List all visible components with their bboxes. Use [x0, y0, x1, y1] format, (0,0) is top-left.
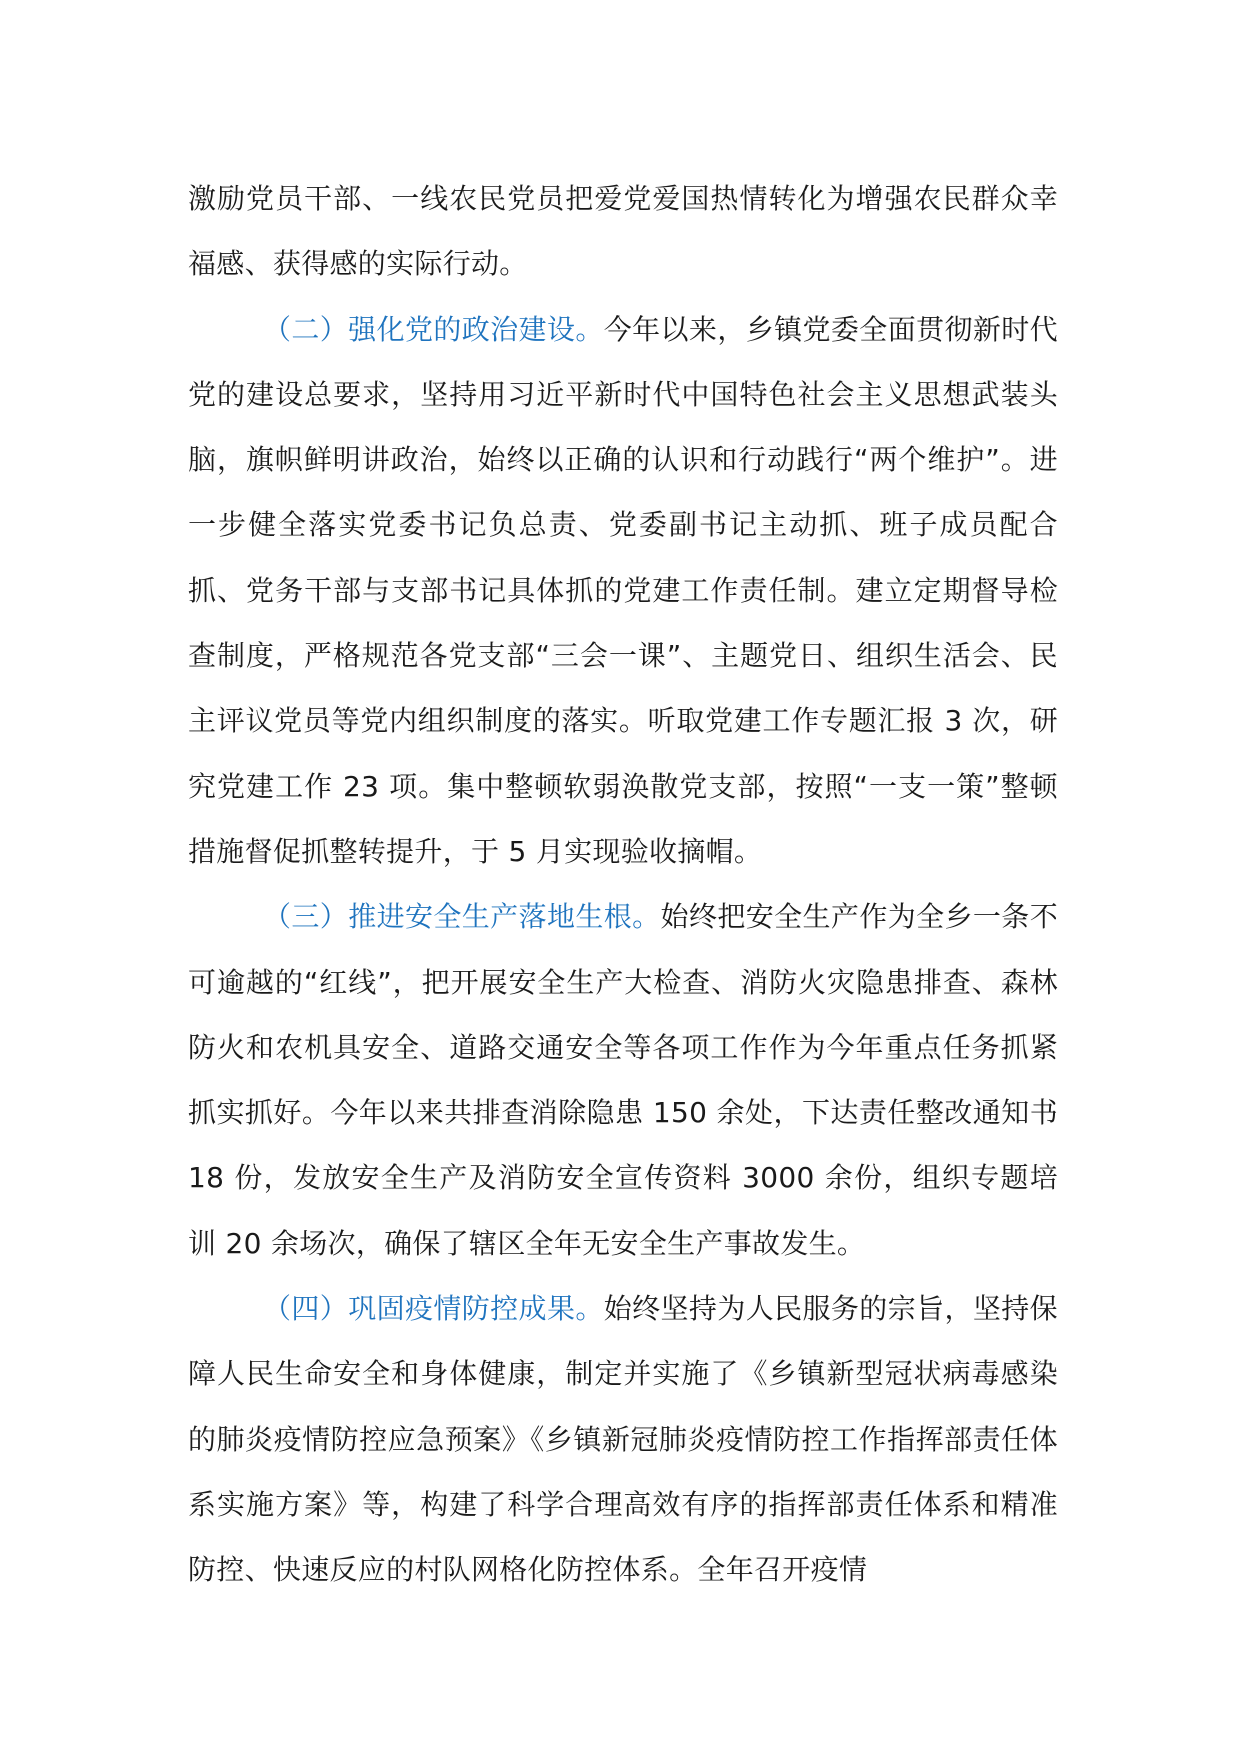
paragraph-political-building — [188, 297, 1058, 885]
paragraph-safety-production — [188, 884, 1058, 1276]
paragraph-text: 始终坚持为人民服务的宗旨，坚持保障人民生命安全和身体健康，制定并实施了《乡镇新型冠状病毒感染的肺炎疫情防控应急预案》《乡镇新冠肺炎疫情防控工作指挥部责任体系实施方案》等，构建了科学合理高效有序的指挥部责任体系和精准防控、快速反应的村队网格化防控体系。全年召开疫情 — [188, 1292, 1058, 1587]
paragraph-text: 激励党员干部、一线农民党员把爱党爱国热情转化为增强农民群众幸福感、获得感的实际行动。 — [188, 182, 1058, 281]
section-heading: （四）巩固疫情防控成果。 — [263, 1292, 604, 1326]
paragraph-epidemic-control — [188, 1276, 1058, 1602]
paragraph-text: 今年以来，乡镇党委全面贯彻新时代党的建设总要求，坚持用习近平新时代中国特色社会主义思想武装头脑，旗帜鲜明讲政治，始终以正确的认识和行动践行“两个维护”。进一步健全落实党委书记负总责、党委副书记主动抓、班子成员配合抓、党务干部与支部书记具体抓的党建工作责任制。建立定期督导检查制度，严格规范各党支部“三会一课”、主题党日、组织生活会、民主评议党员等党内组织制度的落实。听取党建工作专题汇报 3 次，研究党建工作 23 项。集中整顿软弱涣散党支部，按照“一支一策”整顿措施督促抓整转提升，于 5 月实现验收摘帽。 — [188, 312, 1058, 868]
paragraph-text: 始终把安全生产作为全乡一条不可逾越的“红线”，把开展安全生产大检查、消防火灾隐患排查、森林防火和农机具安全、道路交通安全等各项工作作为今年重点任务抓紧抓实抓好。今年以来共排查消除隐患 150 余处，下达责任整改通知书 18 份，发放安全生产及消防安全宣传资料 3000 余份，组织专题培训 20 余场次，确保了辖区全年无安全生产事故发生。 — [188, 900, 1058, 1260]
document-body — [188, 166, 1058, 1603]
section-heading: （二）强化党的政治建设。 — [263, 312, 604, 346]
section-heading: （三）推进安全生产落地生根。 — [263, 900, 661, 934]
paragraph-continuation — [188, 166, 1058, 297]
